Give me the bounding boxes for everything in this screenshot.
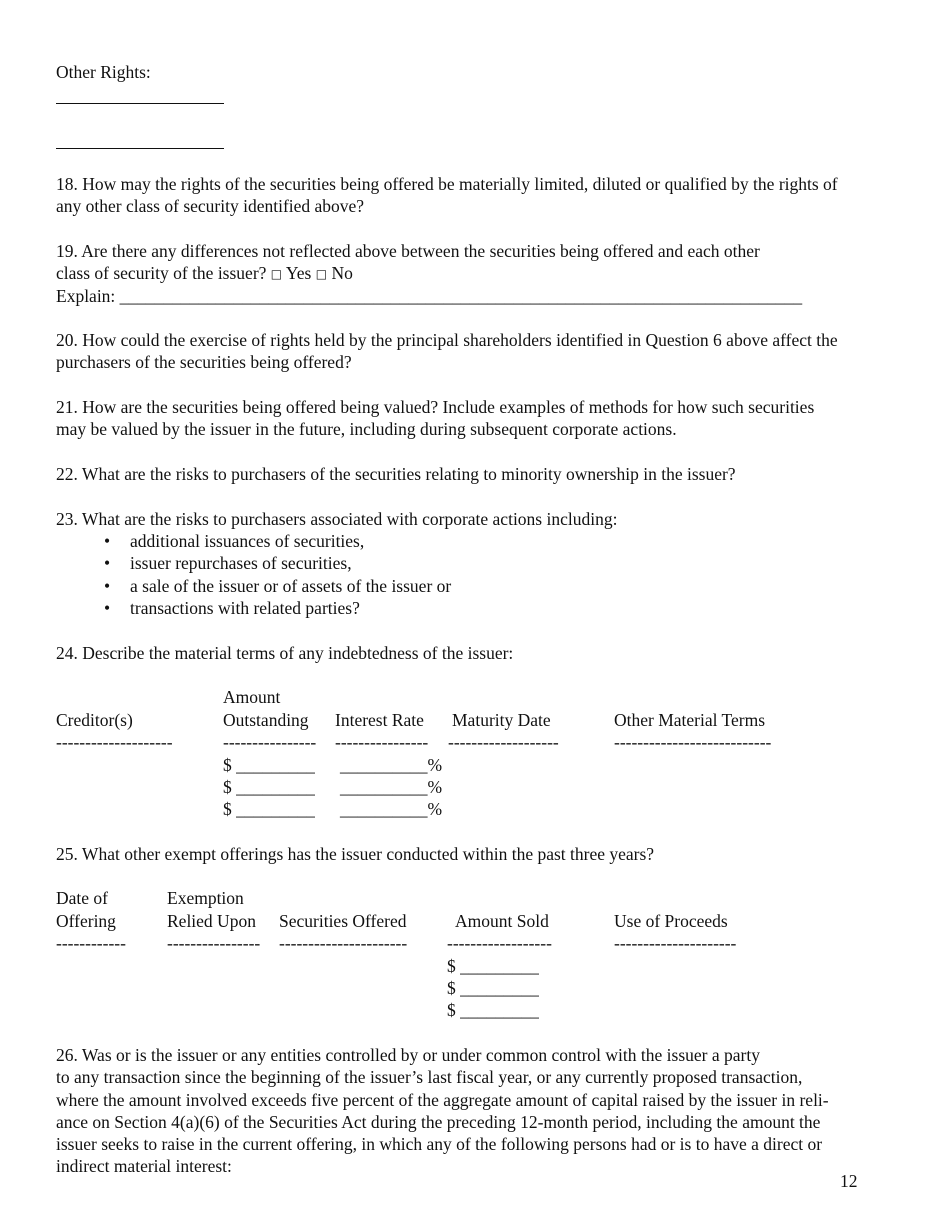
question-23-line-1: 23. What are the risks to purchasers associated with corporate actions including: [56, 509, 618, 529]
amount-sold-field[interactable]: $ _________ [447, 978, 539, 998]
amount-sold-field[interactable]: $ _________ [447, 956, 539, 976]
other-rights-blank-line-2[interactable] [56, 148, 224, 149]
header-amount-top: Amount [223, 687, 281, 707]
bullet-text: issuer repurchases of securities, [130, 553, 352, 573]
amount-sold-field[interactable]: $ _________ [447, 1000, 539, 1020]
dashes-amount-sold: ------------------ [447, 933, 552, 953]
debt-amount-field[interactable]: $ _________ [223, 799, 315, 819]
no-checkbox-icon[interactable]: □ [315, 267, 328, 281]
header-date-of: Date of [56, 888, 108, 908]
dashes-other: --------------------------- [614, 732, 772, 752]
question-26-line-1: 26. Was or is the issuer or any entities controlled by or under common control with the issuer a party [56, 1045, 760, 1065]
header-interest-rate: Interest Rate [335, 710, 424, 730]
question-26-line-3: where the amount involved exceeds five percent of the aggregate amount of capital raised by the issuer in reli- [56, 1090, 829, 1110]
bullet-icon: • [104, 531, 111, 551]
yes-checkbox-icon[interactable]: □ [270, 267, 283, 281]
dashes-exemption: ---------------- [167, 933, 261, 953]
no-label: No [331, 263, 353, 283]
question-19-explain [56, 285, 802, 307]
question-23-bullet-item [104, 575, 451, 597]
question-21-line-2: may be valued by the issuer in the future, including during subsequent corporate actions. [56, 419, 677, 439]
header-use-of-proceeds: Use of Proceeds [614, 911, 728, 931]
question-26-line-5: issuer seeks to raise in the current offering, in which any of the following persons had or is to have a direct or [56, 1134, 823, 1154]
dashes-use: --------------------- [614, 933, 737, 953]
header-other-material-terms: Other Material Terms [614, 710, 766, 730]
question-23-bullet-item [104, 530, 364, 552]
header-maturity-date: Maturity Date [452, 710, 551, 730]
bullet-icon: • [104, 553, 111, 573]
question-20-line-2: purchasers of the securities being offered? [56, 352, 352, 372]
header-amount-outstanding: Outstanding [223, 710, 309, 730]
question-24-line-1: 24. Describe the material terms of any indebtedness of the issuer: [56, 643, 514, 663]
question-26-line-4: ance on Section 4(a)(6) of the Securities Act during the preceding 12-month period, including the amount the [56, 1112, 821, 1132]
question-20-line-1: 20. How could the exercise of rights held by the principal shareholders identified in Question 6 above affect the [56, 330, 838, 350]
bullet-icon: • [104, 576, 111, 596]
question-26-line-2: to any transaction since the beginning of the issuer’s last fiscal year, or any currently proposed transaction, [56, 1067, 803, 1087]
question-25-line-1: 25. What other exempt offerings has the issuer conducted within the past three years? [56, 844, 655, 864]
debt-interest-field[interactable]: __________% [340, 755, 443, 775]
question-21-line-1: 21. How are the securities being offered being valued? Include examples of methods for how such securities [56, 397, 815, 417]
bullet-icon: • [104, 598, 111, 618]
question-19-prefix: class of security of the issuer? [56, 263, 267, 283]
debt-interest-field[interactable]: __________% [340, 799, 443, 819]
header-securities-offered: Securities Offered [279, 911, 407, 931]
debt-interest-field[interactable]: __________% [340, 777, 443, 797]
header-relied-upon: Relied Upon [167, 911, 256, 931]
explain-label: Explain: [56, 286, 116, 306]
header-offering: Offering [56, 911, 116, 931]
dashes-maturity: ------------------- [448, 732, 559, 752]
other-rights-blank-line-1[interactable] [56, 103, 224, 104]
question-18-line-2: any other class of security identified above? [56, 196, 365, 216]
question-19-line-2 [56, 262, 353, 285]
question-23-bullet-item [104, 597, 360, 619]
explain-blank-field[interactable]: ______________________________________________________________________________ [119, 286, 803, 306]
question-26-line-6: indirect material interest: [56, 1156, 232, 1176]
question-22-line-1: 22. What are the risks to purchasers of the securities relating to minority ownership in the issuer? [56, 464, 736, 484]
bullet-text: transactions with related parties? [130, 598, 360, 618]
page-number: 12 [840, 1171, 858, 1191]
question-23-bullet-item [104, 552, 352, 574]
header-amount-sold: Amount Sold [455, 911, 549, 931]
question-18-line-1: 18. How may the rights of the securities being offered be materially limited, diluted or qualified by the rights of [56, 174, 838, 194]
header-creditor: Creditor(s) [56, 710, 133, 730]
dashes-creditor: -------------------- [56, 732, 173, 752]
bullet-text: a sale of the issuer or of assets of the issuer or [130, 576, 452, 596]
yes-label: Yes [285, 263, 312, 283]
dashes-securities: ---------------------- [279, 933, 408, 953]
dashes-amount: ---------------- [223, 732, 317, 752]
dashes-interest: ---------------- [335, 732, 429, 752]
other-rights-label: Other Rights: [56, 62, 151, 82]
dashes-date: ------------ [56, 933, 126, 953]
header-exemption: Exemption [167, 888, 244, 908]
question-19-line-1: 19. Are there any differences not reflected above between the securities being offered and each other [56, 241, 760, 261]
debt-amount-field[interactable]: $ _________ [223, 755, 315, 775]
bullet-text: additional issuances of securities, [130, 531, 365, 551]
debt-amount-field[interactable]: $ _________ [223, 777, 315, 797]
